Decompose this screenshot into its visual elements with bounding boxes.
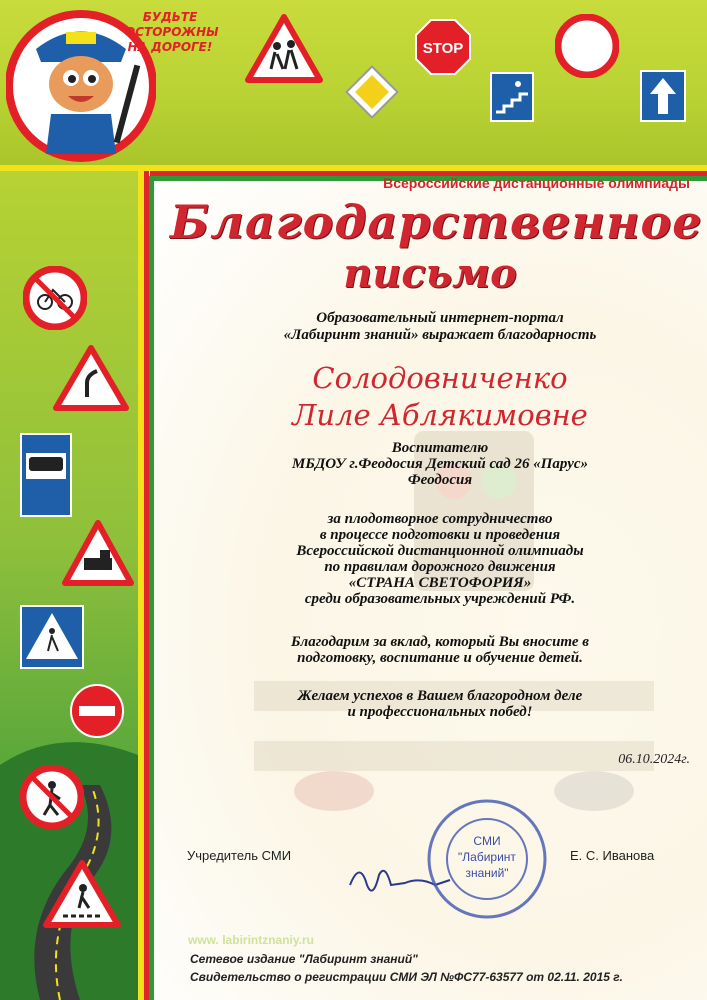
svg-text:"Лабиринт: "Лабиринт (458, 850, 516, 864)
paragraph-line: за плодотворное сотрудничество (327, 511, 553, 527)
paragraph-line: и профессиональных побед! (347, 704, 533, 720)
website-link[interactable]: www. labirintznaniy.ru (188, 933, 315, 947)
dangerous-turn-sign-icon (53, 345, 129, 411)
no-pedestrians-sign-icon (20, 765, 84, 829)
paragraph-line: Всероссийской дистанционной олимпиады (296, 543, 584, 559)
registration-certificate: Свидетельство о регистрации СМИ ЭЛ №ФС77-63577 от 02.11. 2015 г. (190, 970, 623, 984)
children-crossing-sign-icon (245, 14, 323, 84)
railway-crossing-sign-icon (62, 520, 134, 586)
pedestrian-warning-sign-icon (43, 860, 121, 928)
letter-title: Благодарственное (170, 195, 703, 249)
recipient-given-names: Лиле Аблякимовне (292, 398, 588, 432)
warning-banner (125, 10, 219, 55)
recipient-position: Воспитателю (391, 440, 489, 456)
bus-stop-sign-icon (20, 433, 72, 517)
paragraph-line: Благодарим за вклад, который Вы вносите в (291, 634, 589, 650)
underpass-sign-icon (490, 72, 534, 122)
pedestrian-crossing-sign-icon (20, 605, 84, 669)
intro-line: «Лабиринт знаний» выражает благодарность (283, 327, 597, 343)
recipient-surname: Солодовниченко (312, 361, 568, 395)
paragraph-thanks (190, 634, 690, 666)
edition-label: Сетевое издание "Лабиринт знаний" (190, 952, 418, 966)
paragraph-line: подготовку, воспитание и обучение детей. (297, 650, 583, 666)
no-bicycles-sign-icon (23, 266, 87, 330)
recipient-organization: МБДОУ г.Феодосия Детский сад 26 «Парус» (291, 456, 589, 472)
signer-name: Е. С. Иванова (570, 848, 655, 863)
svg-text:СМИ: СМИ (473, 834, 501, 848)
stop-sign-icon (414, 18, 472, 76)
no-entry-sign-icon (555, 14, 619, 78)
recipient-name (190, 360, 690, 434)
warning-line: НА ДОРОГЕ! (127, 40, 213, 54)
olympiad-label: Всероссийские дистанционные олимпиады (383, 175, 690, 191)
olympiad-name: «СТРАНА СВЕТОФОРИЯ» (348, 575, 532, 591)
issue-date: 06.10.2024г. (618, 752, 690, 767)
warning-line: БУДЬТЕ (142, 10, 198, 24)
priority-road-sign-icon (342, 62, 402, 122)
warning-line: ОСТОРОЖНЫ (125, 25, 219, 39)
no-entry-bar-sign-icon (69, 683, 125, 739)
paragraph-line: по правилам дорожного движения (324, 559, 556, 575)
recipient-city: Феодосия (407, 472, 473, 488)
paragraph-line: среди образовательных учреждений РФ. (304, 591, 576, 607)
intro-line: Образовательный интернет-портал (316, 310, 564, 326)
recipient-details (190, 440, 690, 488)
letter-title-line2: письмо (343, 250, 517, 297)
intro-text (190, 310, 690, 344)
paragraph-wishes (190, 688, 690, 720)
paragraph-cooperation (190, 511, 690, 607)
svg-text:знаний": знаний" (465, 866, 509, 880)
paragraph-line: Желаем успехов в Вашем благородном деле (297, 688, 583, 704)
svg-text:STOP: STOP (422, 40, 464, 57)
one-way-sign-icon (640, 70, 686, 122)
paragraph-line: в процессе подготовки и проведения (319, 527, 561, 543)
founder-label: Учредитель СМИ (187, 848, 292, 863)
official-stamp-icon (425, 797, 549, 921)
